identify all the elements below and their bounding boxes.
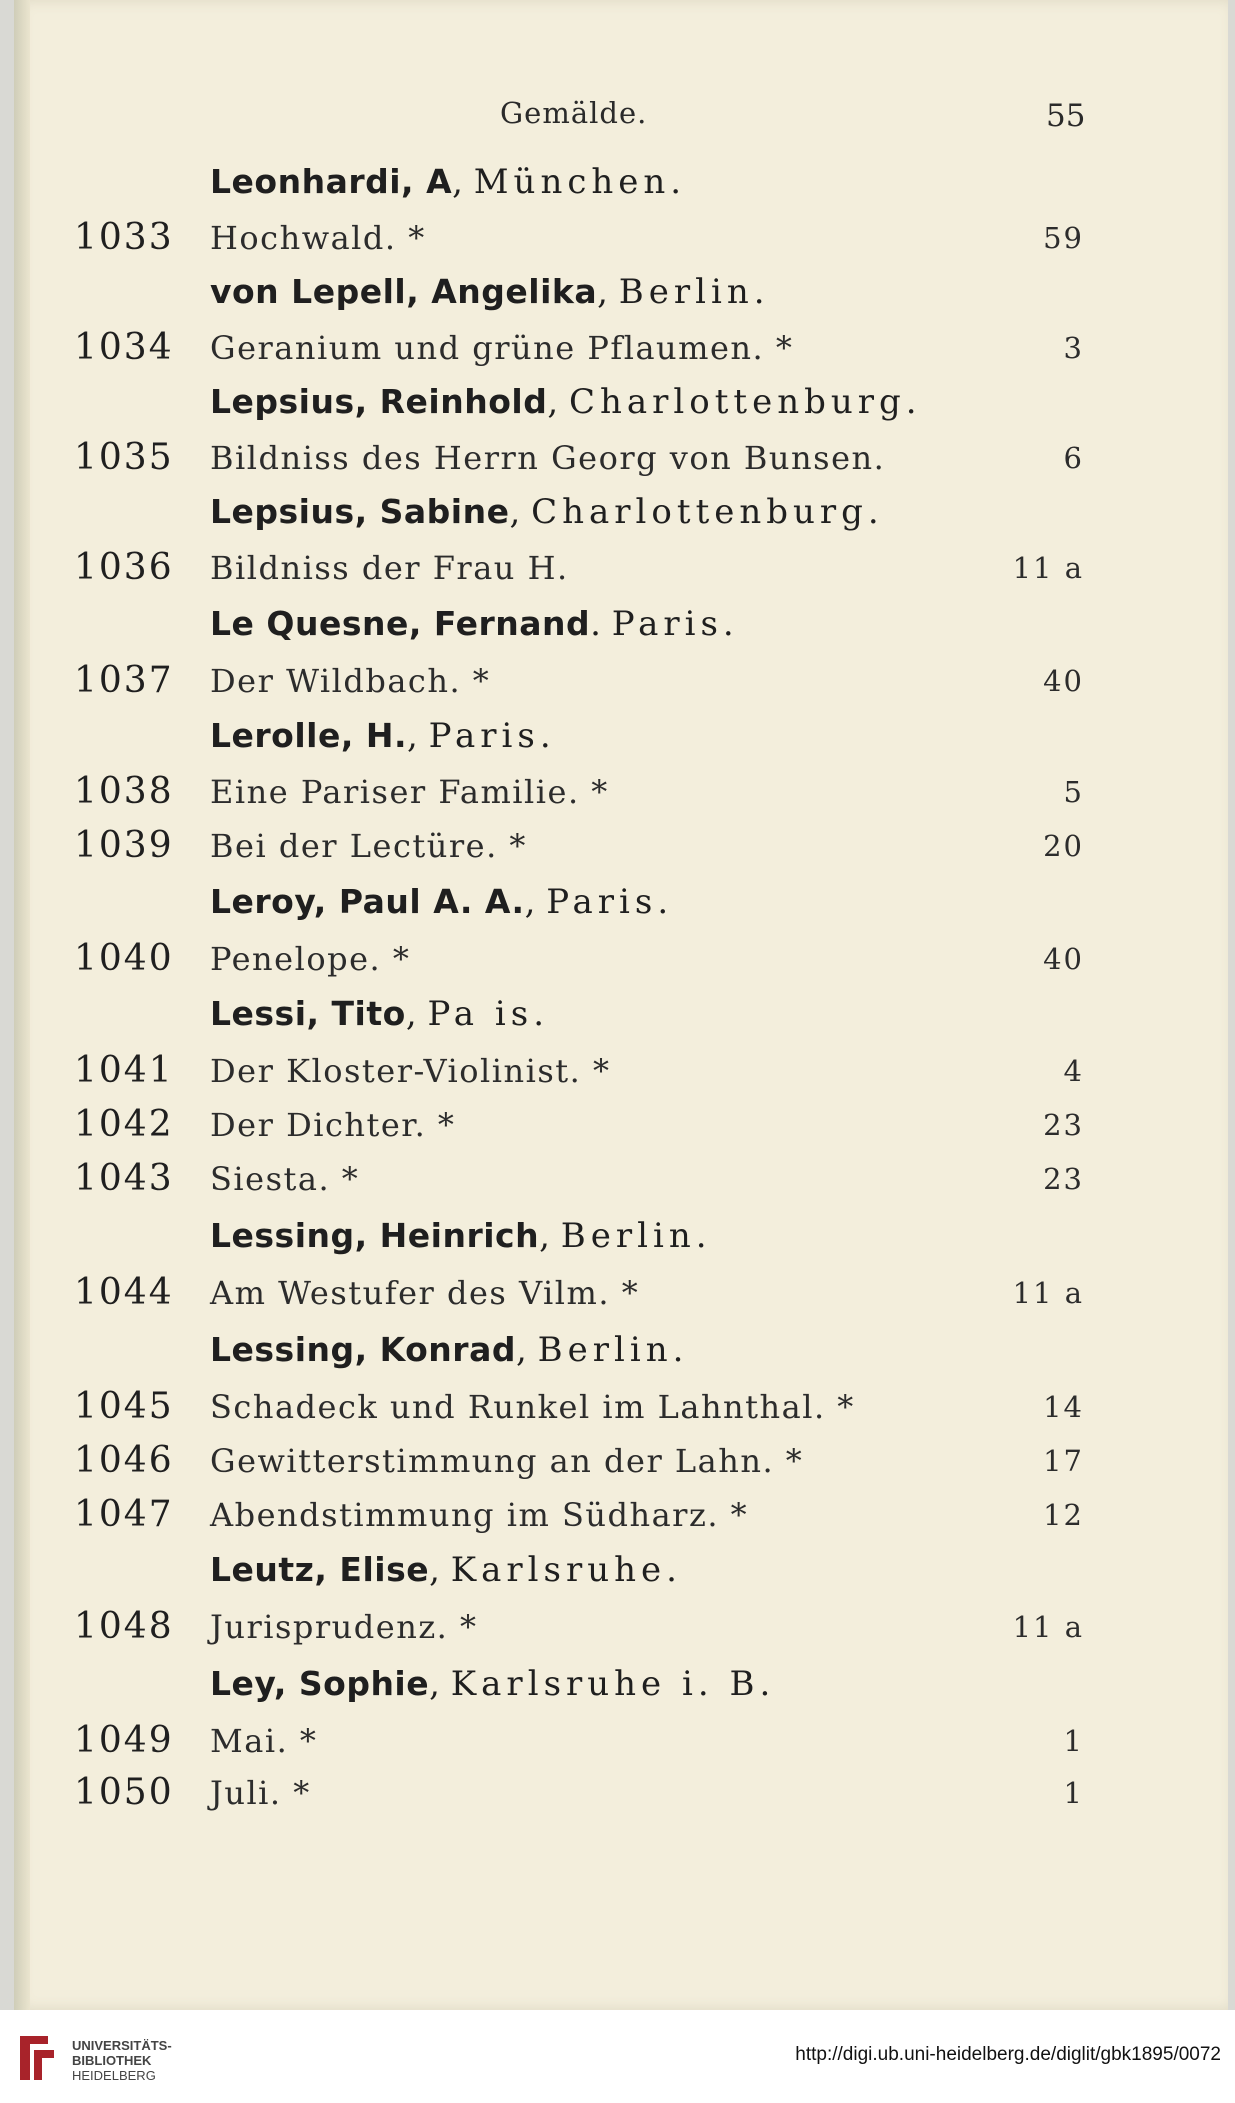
catalog-number: 1046 <box>74 1440 174 1481</box>
artist-city: Paris. <box>428 716 556 756</box>
catalog-number: 1038 <box>74 771 174 812</box>
artist-city: Pa is. <box>427 994 549 1034</box>
footer-bar <box>0 2010 1235 2103</box>
catalog-number: 1045 <box>74 1386 174 1427</box>
artist-heading <box>210 162 686 202</box>
artwork-title: Der Dichter. * <box>210 1106 456 1144</box>
artwork-title: Bei der Lectüre. * <box>210 827 527 865</box>
gallery-room-ref: 1 <box>1063 1724 1084 1758</box>
logo-line-2: BIBLIOTHEK <box>72 2053 152 2068</box>
artist-separator: , <box>597 272 608 312</box>
artist-city: München. <box>473 162 687 202</box>
artwork-title: Juli. * <box>210 1774 311 1812</box>
artist-separator: , <box>515 1330 527 1370</box>
artist-heading <box>210 1330 688 1370</box>
artist-name: Leroy, Paul A. A. <box>210 882 525 921</box>
catalog-number: 1047 <box>74 1494 174 1535</box>
artist-name: Lessing, Konrad <box>210 1330 516 1369</box>
artist-city: Berlin. <box>560 1216 712 1256</box>
artist-name: Lepsius, Sabine <box>210 492 510 531</box>
gallery-room-ref: 11 a <box>1012 1276 1084 1310</box>
artist-name: von Lepell, Angelika <box>210 272 598 311</box>
artist-heading <box>210 604 739 644</box>
artist-city: Paris. <box>611 604 739 644</box>
artist-separator: , <box>429 1664 440 1704</box>
artwork-title: Eine Pariser Familie. * <box>210 773 609 811</box>
page-edge-shadow <box>14 0 30 2010</box>
gallery-room-ref: 14 <box>1043 1390 1084 1424</box>
artist-name: Lessi, Tito <box>210 994 406 1033</box>
catalog-number: 1044 <box>74 1272 174 1313</box>
artist-city: Karlsruhe. <box>450 1550 682 1590</box>
logo-line-3: HEIDELBERG <box>72 2068 156 2083</box>
artwork-title: Mai. * <box>210 1722 318 1760</box>
catalog-number: 1049 <box>74 1720 174 1761</box>
catalog-number: 1050 <box>74 1772 174 1813</box>
artwork-title: Bildniss der Frau H. <box>210 549 569 587</box>
gallery-room-ref: 1 <box>1063 1776 1084 1810</box>
artist-name: Leutz, Elise <box>210 1550 430 1589</box>
page-number: 55 <box>1046 98 1086 134</box>
gallery-room-ref: 3 <box>1063 331 1084 365</box>
gallery-room-ref: 11 a <box>1012 1610 1084 1644</box>
gallery-room-ref: 23 <box>1043 1108 1084 1142</box>
library-logo-icon <box>10 2032 58 2084</box>
scanned-page <box>14 0 1228 2010</box>
catalog-number: 1034 <box>74 327 174 368</box>
artist-separator: , <box>509 492 521 532</box>
artist-heading <box>210 1216 712 1256</box>
catalog-number: 1040 <box>74 938 174 979</box>
logo-line-1: UNIVERSITÄTS- <box>72 2038 172 2053</box>
artist-name: Lerolle, H. <box>210 716 408 755</box>
artwork-title: Der Kloster-Violinist. * <box>210 1052 611 1090</box>
artwork-title: Penelope. * <box>210 940 411 978</box>
gallery-room-ref: 11 a <box>1012 551 1084 585</box>
gallery-room-ref: 17 <box>1043 1444 1084 1478</box>
artwork-title: Schadeck und Runkel im Lahnthal. * <box>210 1388 855 1426</box>
artist-separator: , <box>429 1550 440 1590</box>
artist-city: Paris. <box>546 882 674 922</box>
catalog-number: 1042 <box>74 1104 174 1145</box>
gallery-room-ref: 23 <box>1043 1162 1084 1196</box>
artist-separator: , <box>405 994 417 1034</box>
artwork-title: Der Wildbach. * <box>210 662 491 700</box>
library-logo-text <box>72 2038 172 2083</box>
catalog-number: 1035 <box>74 437 174 478</box>
gallery-room-ref: 40 <box>1043 942 1084 976</box>
artwork-title: Geranium und grüne Pflaumen. * <box>210 329 794 367</box>
artist-name: Leonhardi, A <box>210 162 453 201</box>
artwork-title: Gewitterstimmung an der Lahn. * <box>210 1442 804 1480</box>
artwork-title: Hochwald. * <box>210 219 426 257</box>
artist-city: Charlottenburg. <box>568 382 922 422</box>
artist-heading <box>210 1550 682 1590</box>
artist-separator: . <box>590 604 601 644</box>
catalog-number: 1033 <box>74 217 174 258</box>
artist-separator: , <box>452 162 463 202</box>
artist-heading <box>210 1664 775 1704</box>
artist-heading <box>210 492 884 532</box>
artist-heading <box>210 882 673 922</box>
catalog-number: 1037 <box>74 660 174 701</box>
artist-heading <box>210 272 770 312</box>
source-url-link[interactable]: http://digi.ub.uni-heidelberg.de/diglit/gbk1895/0072 <box>795 2044 1221 2065</box>
artist-city: Berlin. <box>537 1330 689 1370</box>
catalog-number: 1048 <box>74 1606 174 1647</box>
artist-separator: , <box>524 882 536 922</box>
artist-name: Lepsius, Reinhold <box>210 382 548 421</box>
artist-separator: , <box>547 382 559 422</box>
catalog-number: 1043 <box>74 1158 174 1199</box>
running-header-title: Gemälde. <box>500 96 648 130</box>
gallery-room-ref: 20 <box>1043 829 1084 863</box>
artist-name: Lessing, Heinrich <box>210 1216 540 1255</box>
artwork-title: Siesta. * <box>210 1160 360 1198</box>
artist-city: Karlsruhe i. B. <box>450 1664 776 1704</box>
artwork-title: Abendstimmung im Südharz. * <box>210 1496 749 1534</box>
artist-separator: , <box>539 1216 550 1256</box>
gallery-room-ref: 40 <box>1043 664 1084 698</box>
artist-separator: , <box>407 716 418 756</box>
artwork-title: Bildniss des Herrn Georg von Bunsen. <box>210 439 886 477</box>
artist-heading <box>210 994 549 1034</box>
gallery-room-ref: 12 <box>1043 1498 1084 1532</box>
artist-city: Berlin. <box>618 272 770 312</box>
catalog-number: 1036 <box>74 547 174 588</box>
artwork-title: Am Westufer des Vilm. * <box>210 1274 640 1312</box>
catalog-number: 1039 <box>74 825 174 866</box>
artist-city: Charlottenburg. <box>531 492 884 532</box>
gallery-room-ref: 6 <box>1063 441 1084 475</box>
gallery-room-ref: 59 <box>1043 221 1084 255</box>
artwork-title: Jurisprudenz. * <box>210 1608 478 1646</box>
catalog-number: 1041 <box>74 1050 174 1091</box>
artist-heading <box>210 716 556 756</box>
artist-name: Le Quesne, Fernand <box>210 604 591 643</box>
gallery-room-ref: 4 <box>1063 1054 1084 1088</box>
artist-name: Ley, Sophie <box>210 1664 430 1703</box>
gallery-room-ref: 5 <box>1063 775 1084 809</box>
artist-heading <box>210 382 922 422</box>
